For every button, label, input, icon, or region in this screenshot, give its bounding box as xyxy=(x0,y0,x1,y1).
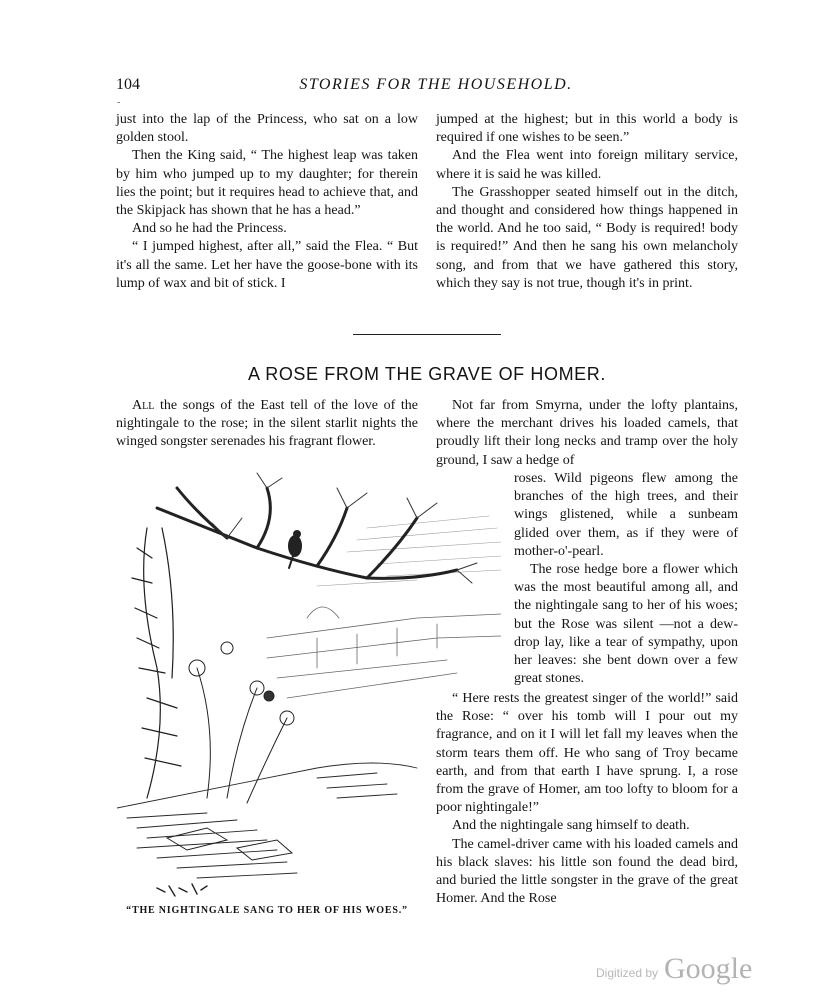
paragraph: The Grasshopper seated himself out in the ditch, and thought and considered how things happened in the world. And he too said, “ Body is required! body is required!” And then he sang his own melancholy song, and from that we have gathered this story, which they say is not true, though it's in print. xyxy=(436,184,738,291)
story-right-column-top xyxy=(436,397,738,470)
top-right-column xyxy=(436,111,738,293)
paragraph: And the nightingale sang himself to death. xyxy=(452,818,690,834)
running-title: STORIES FOR THE HOUSEHOLD. xyxy=(299,76,573,93)
paragraph: just into the lap of the Princess, who sat on a low golden stool. xyxy=(116,112,418,146)
paragraph: And so he had the Princess. xyxy=(132,221,287,237)
watermark-logo-text: Google xyxy=(664,952,753,985)
signature-marks xyxy=(157,884,207,896)
google-watermark xyxy=(596,952,786,992)
paragraph: jumped at the highest; but in this world a body is required if one wishes to be seen.” xyxy=(436,112,738,146)
paragraph: Then the King said, “ The highest leap was taken by him who jumped up to my daughter; for therein lies the point; but it requires head to achieve that, and the Skipjack has shown that he has a head.” xyxy=(116,148,418,219)
story-left-column xyxy=(116,397,418,452)
twigs xyxy=(212,473,477,583)
illustration-caption: “THE NIGHTINGALE SANG TO HER OF HIS WOES.” xyxy=(126,905,408,916)
paragraph: “ I jumped highest, after all,” said the Flea. “ But it's all the same. Let her have the goose-bone with its lump of wax and bit of stick. I xyxy=(116,239,418,291)
top-left-column xyxy=(116,111,418,293)
paragraph xyxy=(116,397,418,452)
ground xyxy=(117,763,417,878)
sky-hatching xyxy=(317,516,501,586)
nightingale-illustration xyxy=(117,468,501,904)
page-header xyxy=(116,76,738,100)
paragraph-text: the songs of the East tell of the love of the nightingale to the rose; in the silent starlit nights the winged songster serenades his fragrant flower. xyxy=(116,398,418,450)
paragraph: “ Here rests the greatest singer of the world!” said the Rose: “ over his tomb will I pour out my fragrance, and on it I will let fall my leaves when the storm tears them off. He who sang of Troy became earth, and from that earth I have sprung. I, a rose from the grave of Homer, am too lofty to bloom for a poor nightingale!” xyxy=(436,691,738,816)
drop-word: All xyxy=(132,398,155,413)
section-divider xyxy=(353,334,501,335)
paragraph: roses. Wild pigeons flew among the branches of the high trees, and their wings glistened, while a sunbeam glided over them, as if they were of mother-o'-pearl. xyxy=(514,471,738,559)
rose-bush xyxy=(189,642,294,803)
foliage xyxy=(132,528,181,798)
grave-stones xyxy=(167,828,292,860)
city-walls xyxy=(267,607,501,698)
margin-mark: - xyxy=(117,97,121,108)
story-right-column-narrow xyxy=(514,470,738,688)
paragraph: Not far from Smyrna, under the lofty plantains, where the merchant drives his loaded camels, that proudly lift their long necks and tramp over the holy ground, I saw a hedge of xyxy=(436,398,738,468)
paragraph: The rose hedge bore a flower which was the most beautiful among all, and the nightingale sang to her of his woes; but the Rose was silent —not a dew-drop lay, like a tear of sympathy, upon her leaves: she bent down over a few great stones. xyxy=(514,562,738,687)
paragraph: And the Flea went into foreign military service, where it is said he was killed. xyxy=(436,148,738,182)
page-number: 104 xyxy=(116,76,140,93)
paragraph: The camel-driver came with his loaded camels and his black slaves: his little son found the dead bird, and buried the little songster in the grave of the great Homer. And the Rose xyxy=(436,836,738,907)
tree-branch xyxy=(157,488,457,578)
watermark-small-text: Digitized by xyxy=(596,966,659,980)
story-title: A ROSE FROM THE GRAVE OF HOMER. xyxy=(248,364,606,384)
